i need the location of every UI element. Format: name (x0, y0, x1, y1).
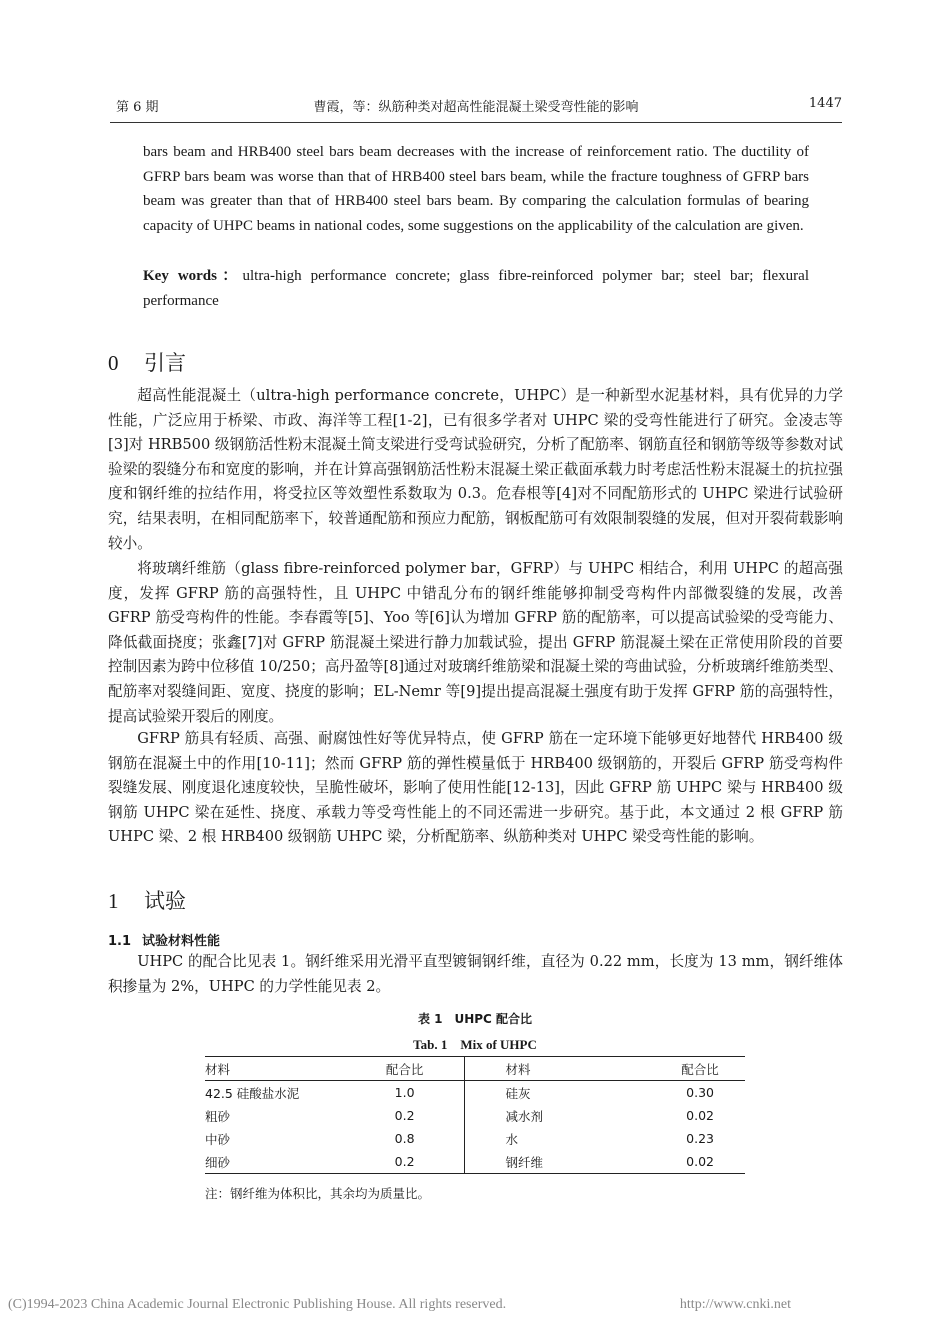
running-header (110, 96, 842, 118)
table-row (205, 1081, 745, 1105)
subsection-title: 试验材料性能 (142, 934, 221, 949)
section-number: 0 (108, 351, 119, 375)
table-cell: 钢纤维 (465, 1150, 655, 1174)
table-cell: 0.02 (686, 1108, 714, 1123)
section-title: 引言 (144, 351, 186, 375)
mix-table (205, 1056, 745, 1174)
header-cell: 材料 (465, 1057, 655, 1081)
table-row (205, 1104, 745, 1127)
header-cell: 配合比 (681, 1061, 719, 1077)
table-row (205, 1150, 745, 1174)
paragraph: GFRP 筋具有轻质、高强、耐腐蚀性好等优异特点，使 GFRP 筋在一定环境下能够更好地替代 HRB400 级钢筋在混凝土中的作用[10-11]；然而 GFRP 筋的弹性模量低于 HRB400 级钢筋的，开裂后 GFRP 筋受弯构件裂缝发展、刚度退化速度较快，呈脆性破坏，影响了使用性能[12-13]，因此 GFRP 筋 UHPC 梁与 HRB400 级钢筋 UHPC 梁在延性、挠度、承载力等受弯性能上的不同还需进一步研究。基于此，本文通过 2 根 GFRP 筋 UHPC 梁、2 根 HRB400 级钢筋 UHPC 梁，分析配筋率、纵筋种类对 UHPC 梁受弯性能的影响。 (108, 730, 843, 846)
table-cell: 0.2 (394, 1154, 415, 1169)
section-heading-introduction (108, 347, 186, 377)
header-cell: 配合比 (385, 1061, 424, 1077)
table-cell: 水 (465, 1127, 655, 1150)
issue-number: 第 6 期 (116, 100, 159, 115)
keywords (143, 264, 809, 313)
website-link[interactable]: http://www.cnki.net (679, 1297, 791, 1312)
section-title: 试验 (144, 889, 186, 913)
paragraph: 将玻璃纤维筋（glass fibre-reinforced polymer bar，GFRP）与 UHPC 相结合，利用 UHPC 的超高强度，发挥 GFRP 筋的高强特性，且 UHPC 中错乱分布的钢纤维能够抑制受弯构件内部微裂缝的发展，改善 GFRP 筋受弯构件的性能。李春霞等[5]、Yoo 等[6]认为增加 GFRP 筋的配筋率，可以提高试验梁的受弯能力、降低截面挠度；张鑫[7]对 GFRP 筋混凝土梁进行静力加载试验，提出 GFRP 筋混凝土梁在正常使用阶段的首要控制因素为跨中位移值 10/250；高丹盈等[8]通过对玻璃纤维筋梁和混凝土梁的弯曲试验，分析玻璃纤维筋类型、配筋率对裂缝间距、宽度、挠度的影响；EL-Nemr 等[9]提出提高混凝土强度有助于发挥 GFRP 筋的高强特性，提高试验梁开裂后的刚度。 (108, 560, 843, 725)
table-cell: 0.8 (394, 1131, 415, 1146)
subsection-number: 1.1 (108, 934, 132, 949)
table-cell: 细砂 (205, 1154, 231, 1170)
abstract-text: bars beam and HRB400 steel bars beam decreases with the increase of reinforcement ratio. The ductility of GFRP bars beam was worse than that of HRB400 steel bars beam, while the fracture toughness of GFRP bars beam was greater than that of HRB400 steel bars beam. By comparing the calculation formulas of bearing capacity of UHPC beams in national codes, some suggestions on the applicability of the calculation are given. (143, 144, 809, 234)
copyright-notice: (C)1994-2023 China Academic Journal Electronic Publishing House. All rights reserved. (8, 1297, 507, 1312)
page-footer (0, 1297, 950, 1317)
table-header-row (205, 1057, 745, 1081)
table-row (205, 1127, 745, 1150)
table-cell: 42.5 硅酸盐水泥 (205, 1085, 300, 1101)
abstract-continuation (143, 140, 809, 238)
subsection-heading (108, 930, 220, 949)
paragraph: UHPC 的配合比见表 1。钢纤维采用光滑平直型镀铜钢纤维，直径为 0.22 mm，长度为 13 mm，钢纤维体积掺量为 2%，UHPC 的力学性能见表 2。 (108, 953, 843, 995)
table-cell: 1.0 (394, 1085, 415, 1100)
table-cell: 减水剂 (465, 1104, 655, 1127)
table-caption-en: Tab. 1 Mix of UHPC (413, 1037, 537, 1052)
table-cell: 粗砂 (205, 1108, 231, 1124)
header-divider (110, 122, 842, 123)
table-cell: 中砂 (205, 1131, 231, 1147)
paragraph: 超高性能混凝土（ultra-high performance concrete，UHPC）是一种新型水泥基材料，具有优异的力学性能，广泛应用于桥梁、市政、海洋等工程[1-2]，已有很多学者对 UHPC 梁的受弯性能进行了研究。金凌志等[3]对 HRB500 级钢筋活性粉末混凝土简支梁进行受弯试验研究，分析了配筋率、钢筋直径和钢筋等级等参数对试验梁的裂缝分布和宽度的影响，并在计算高强钢筋活性粉末混凝土梁正截面承载力时考虑活性粉末混凝土的抗拉强度和钢纤维的拉结作用，将受拉区等效塑性系数取为 0.3。危春根等[4]对不同配筋形式的 UHPC 梁进行试验研究，结果表明，在相同配筋率下，较普通配筋和预应力配筋，钢板配筋可有效限制裂缝的发展，但对开裂荷载影响较小。 (108, 387, 843, 552)
table-caption-cn: 表 1 UHPC 配合比 (417, 1012, 533, 1026)
section-heading-experiment (108, 885, 186, 915)
table-cell: 0.02 (686, 1154, 714, 1169)
table-note: 注：钢纤维为体积比，其余均为质量比。 (205, 1186, 431, 1201)
table-cell: 0.30 (686, 1085, 714, 1100)
keywords-label: Key words： (143, 268, 243, 284)
header-cell: 材料 (205, 1061, 231, 1077)
keywords-text: ultra-high performance concrete; glass fibre-reinforced polymer bar; steel bar; flexural performance (143, 268, 810, 309)
table-cell: 硅灰 (465, 1081, 655, 1105)
table-cell: 0.2 (394, 1108, 415, 1123)
page-number: 1447 (808, 96, 842, 111)
table-cell: 0.23 (686, 1131, 714, 1146)
section-number: 1 (108, 889, 119, 913)
running-title: 曹霞，等：纵筋种类对超高性能混凝土梁受弯性能的影响 (313, 100, 639, 115)
